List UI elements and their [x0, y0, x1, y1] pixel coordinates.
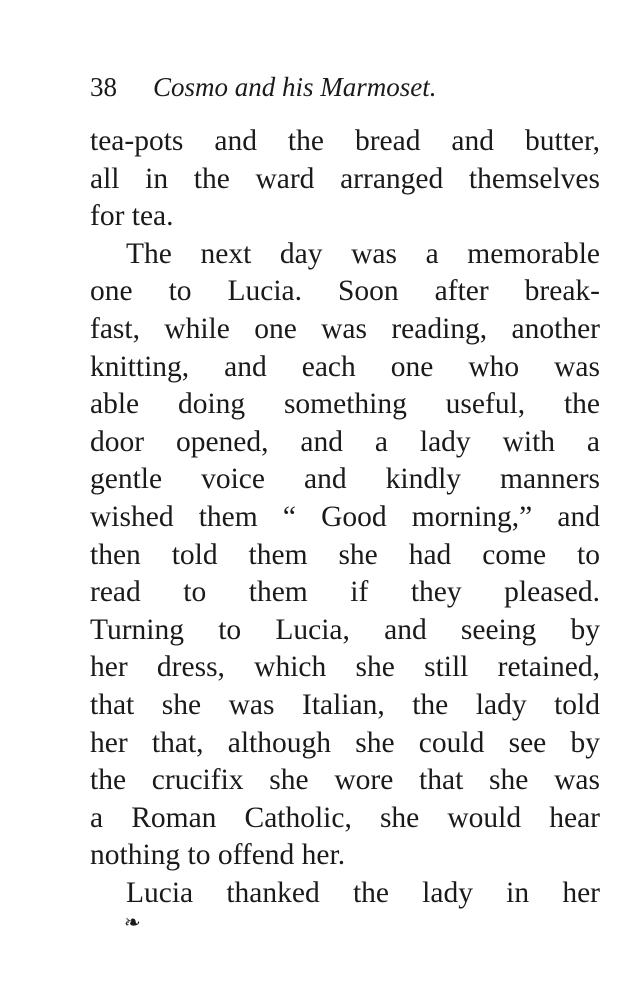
text-line: that she was Italian, the lady told [90, 688, 600, 721]
text-line: able doing something useful, the [90, 388, 600, 421]
text-line: The next day was a memorable [126, 237, 600, 270]
text-line: nothing to offend her. [90, 839, 346, 872]
text-line: door opened, and a lady with a [90, 425, 600, 458]
text-line: for tea. [90, 200, 174, 233]
text-line: knitting, and each one who was [90, 350, 600, 383]
page-number: 38 [90, 72, 117, 102]
text-line: Lucia thanked the lady in her [126, 876, 600, 909]
text-line: all in the ward arranged themselves [90, 162, 600, 195]
text-line: read to them if they pleased. [90, 576, 600, 609]
running-title: Cosmo and his Marmoset. [153, 72, 437, 102]
body-text [90, 123, 600, 912]
running-head [90, 72, 510, 108]
text-line: tea-pots and the bread and butter, [90, 125, 600, 157]
text-line: then told them she had come to [90, 538, 600, 571]
text-line: the crucifix she wore that she was [90, 764, 600, 797]
signature-mark-icon: ❧ [124, 910, 141, 934]
text-line: one to Lucia. Soon after break- [90, 275, 600, 308]
text-line: Turning to Lucia, and seeing by [90, 613, 600, 646]
text-line: a Roman Catholic, she would hear [90, 801, 600, 834]
text-line: gentle voice and kindly manners [90, 463, 600, 496]
text-line: wished them “ Good morning,” and [90, 500, 600, 533]
text-line: fast, while one was reading, another [90, 312, 600, 345]
text-line: her that, although she could see by [90, 726, 600, 759]
text-line: her dress, which she still retained, [90, 651, 600, 684]
